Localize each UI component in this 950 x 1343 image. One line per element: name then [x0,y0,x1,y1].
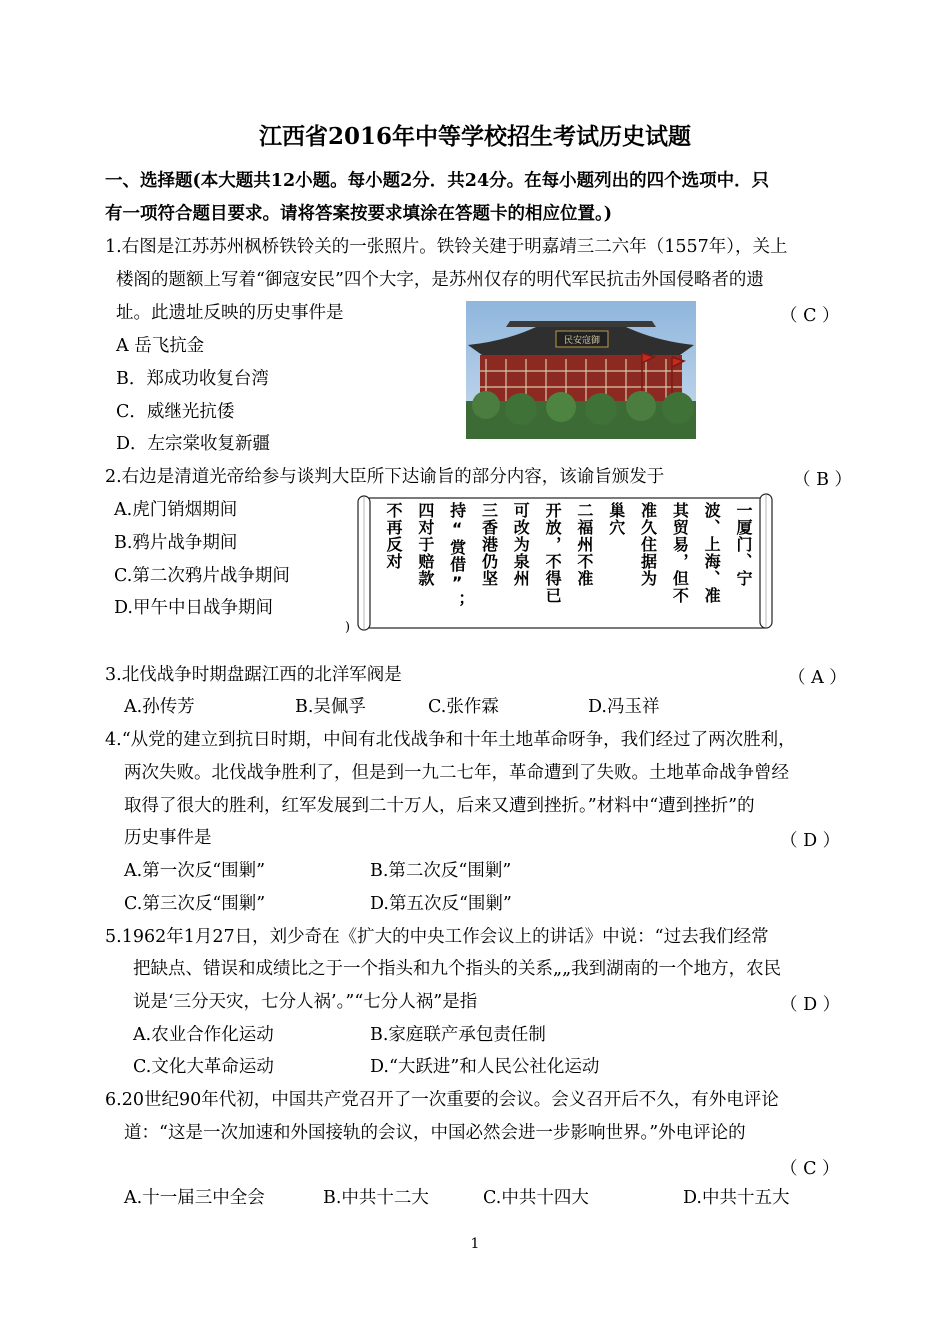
q5-option-a: A.农业合作化运动 [133,1025,274,1045]
q6-option-b: B.中共十二大 [323,1188,429,1208]
scroll-column: 二福州不准 [574,502,594,587]
q1-option-d: D．左宗棠收复新疆 [116,434,271,454]
scroll-column: 四对于赔款 [415,502,435,587]
q1-option-c: C．威继光抗倭 [116,402,235,422]
scroll-column: 准久住据为 [638,502,658,587]
q2-option-b: B.鸦片战争期间 [114,533,238,553]
q2-option-d: D.甲午中日战争期间 [114,598,273,618]
q5-stem-line1: 5.1962年1月27日，刘少奇在《扩大的中央工作会议上的讲话》中说：“过去我们经常 [105,927,769,947]
q2-option-a: A.虎门销烟期间 [114,500,238,520]
q4-option-a: A.第一次反“围剿” [124,861,266,881]
q3-stem-line1: 3.北伐战争时期盘踞江西的北洋军阀是 [105,665,402,685]
q3-option-a: A.孙传芳 [124,697,195,717]
q6-option-a: A.十一届三中全会 [124,1188,265,1208]
scroll-column: 其贸易，但不 [670,502,690,604]
q4-stem-line3: 取得了很大的胜利，红军发展到二十万人，后来又遭到挫折。”材料中“遭到挫折”的 [124,796,755,816]
q2-option-c: C.第二次鸦片战争期间 [114,566,290,586]
q4-option-b: B.第二次反“围剿” [370,861,512,881]
q4-option-c: C.第三次反“围剿” [124,894,266,914]
q1-stem-line3: 址。此遗址反映的历史事件是 [116,303,344,323]
section-heading-line2: 有一项符合题目要求。请将答案按要求填涂在答题卡的相应位置。) [105,204,613,224]
q5-option-d: D.“大跃进”和人民公社化运动 [370,1057,600,1077]
q3-option-c: C.张作霖 [428,697,499,717]
q6-answer: （ C ） [780,1159,840,1179]
q4-stem-line1: 4.“从党的建立到抗日时期，中间有北伐战争和十年土地革命呀争，我们经过了两次胜利， [105,730,796,750]
q5-option-c: C.文化大革命运动 [133,1057,274,1077]
scroll-column: 波、上海、准 [702,502,722,604]
tieling-gate-photo [466,301,696,439]
scroll-column: 不再反对 [384,502,403,570]
q5-stem-line3: 说是‘三分天灾，七分人祸’。”“七分人祸”是指 [133,992,478,1012]
scroll-column: 持“赏借”； [447,502,467,610]
q2-answer: （ B ） [793,470,852,490]
q6-option-d: D.中共十五大 [683,1188,790,1208]
q4-option-d: D.第五次反“围剿” [370,894,512,914]
q4-answer: （ D ） [780,831,841,851]
q5-stem-line2: 把缺点、错误和成绩比之于一个指头和九个指头的关系„„我到湖南的一个地方，农民 [133,959,782,979]
edict-scroll [352,490,777,635]
page-title: 江西省2016年中等学校招生考试历史试题 [258,123,691,150]
scroll-column: 一厦门、宁 [733,502,753,587]
q1-answer: （ C ） [780,306,840,326]
photo-sign-text: 民安寇御 [563,336,601,346]
page-number: 1 [470,1236,480,1252]
q1-option-b: B．郑成功收复台湾 [116,369,269,389]
q6-stem-line1: 6.20世纪90年代初，中国共产党召开了一次重要的会议。会义召开后不久，有外电评论 [105,1090,779,1110]
scroll-column: 开放，不得已 [543,502,563,604]
section-heading: 一、选择题(本大题共12小题。每小题2分．共24分。在每小题列出的四个选项中．只 [105,171,770,191]
q4-stem-line4: 历史事件是 [124,828,212,848]
q5-option-b: B.家庭联产承包责任制 [370,1025,546,1045]
q1-stem-line1: 1.右图是江苏苏州枫桥铁铃关的一张照片。铁铃关建于明嘉靖三二六年（1557年），关上 [105,237,788,257]
q3-option-d: D.冯玉祥 [588,697,660,717]
q3-option-b: B.吴佩孚 [295,697,366,717]
q2-stem-line1: 2.右边是清道光帝给参与谈判大臣所下达谕旨的部分内容，该谕旨颁发于 [105,467,665,487]
q1-option-a: A 岳飞抗金 [116,336,205,356]
q3-answer: （ A ） [788,668,847,688]
q6-stem-line2: 道：“这是一次加速和外国接轨的会议，中国必然会进一步影响世界。”外电评论的 [124,1123,746,1143]
scroll-column: 可改为泉州 [511,502,531,587]
scroll-column: 巢穴 [606,502,626,536]
q6-option-c: C.中共十四大 [483,1188,589,1208]
scroll-column: 三香港仍坚 [479,502,499,587]
q1-stem-line2: 楼阁的题额上写着“御寇安民”四个大字，是苏州仅存的明代军民抗击外国侵略者的遗 [116,270,764,290]
q4-stem-line2: 两次失败。北伐战争胜利了，但是到一九二七年，革命遭到了失败。土地革命战争曾经 [124,763,789,783]
stray-mark: ) [345,620,351,635]
q5-answer: （ D ） [780,995,841,1015]
